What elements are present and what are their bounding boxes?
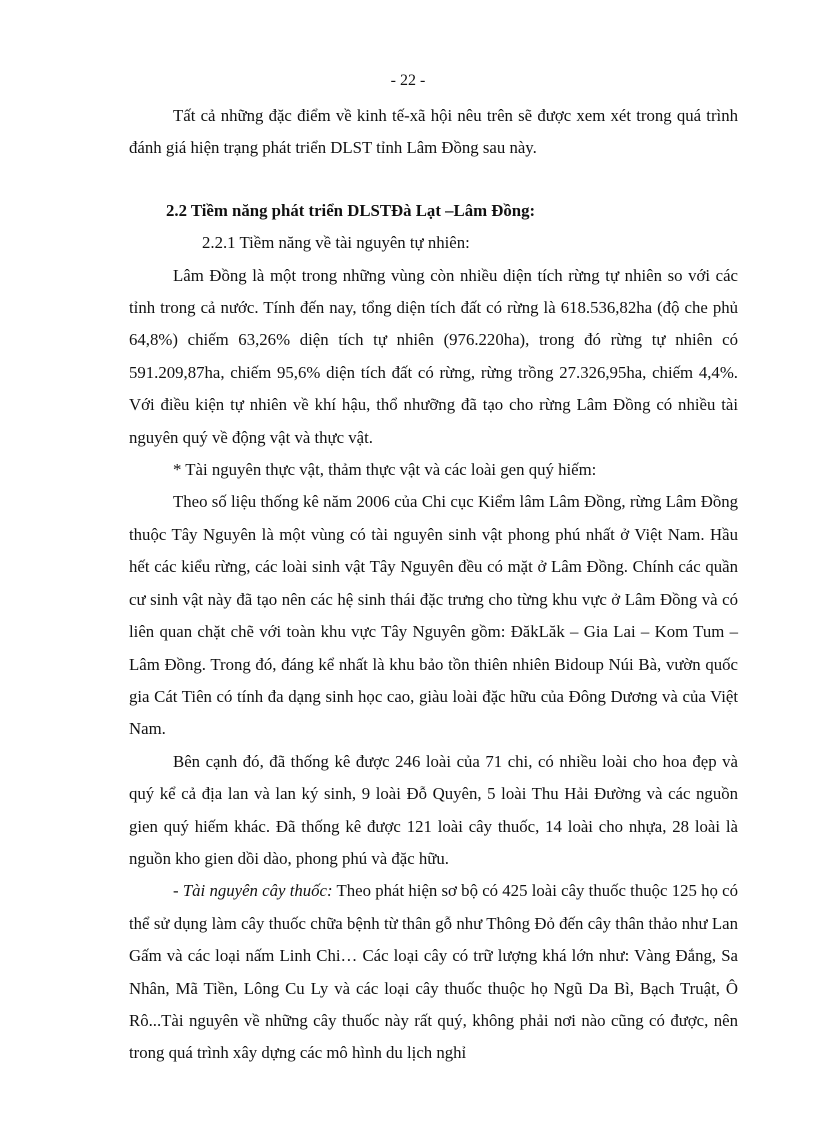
subsection-heading: 2.2.1 Tiềm năng về tài nguyên tự nhiên:	[202, 233, 470, 253]
medicinal-lead: - Tài nguyên cây thuốc:	[173, 881, 333, 901]
medicinal-text: Theo phát hiện sơ bộ có 425 loài cây thuốc thuộc 125 họ có thể sử dụng làm cây thuốc chữa bệnh từ thân gỗ như Thông Đỏ đến cây thân thảo như Lan Gấm và các loại nấm Linh Chi… Các loại cây có trữ lượng khá lớn như: Vàng Đắng, Sa Nhân, Mã Tiền, Lông Cu Ly và các loại cây thuốc thuộc họ Ngũ Da Bì, Bạch Truật, Ô Rô...Tài nguyên về những cây thuốc này rất quý, không phải nơi nào cũng có được, nên trong quá trình xây dựng các mô hình du lịch nghỉ	[129, 881, 738, 1063]
paragraph-plant-resources-heading: * Tài nguyên thực vật, thảm thực vật và các loài gen quý hiếm:	[173, 460, 597, 480]
section-heading: 2.2 Tiềm năng phát triển DLSTĐà Lạt –Lâm Đồng:	[166, 200, 536, 220]
paragraph-forest-area: Lâm Đồng là một trong những vùng còn nhiều diện tích rừng tự nhiên so với các tỉnh trong cả nước. Tính đến nay, tổng diện tích đất có rừng là 618.536,82ha (độ che phủ 64,8%) chiếm 63,26% diện tích tự nhiên (976.220ha), trong đó rừng tự nhiên có 591.209,87ha, chiếm 95,6% diện tích đất có rừng, rừng trồng 27.326,95ha, chiếm 4,4%. Với điều kiện tự nhiên về khí hậu, thổ nhưỡng đã tạo cho rừng Lâm Đồng có nhiều tài nguyên quý về động vật và thực vật.	[129, 265, 738, 447]
page-content	[129, 100, 738, 1070]
page-number: - 22 -	[390, 72, 426, 89]
paragraph-medicinal-plants	[129, 875, 738, 1069]
paragraph-statistics-2006: Theo số liệu thống kê năm 2006 của Chi cục Kiểm lâm Lâm Đồng, rừng Lâm Đồng thuộc Tây Nguyên là một vùng có tài nguyên sinh vật phong phú nhất ở Việt Nam. Hầu hết các kiểu rừng, các loài sinh vật Tây Nguyên đều có mặt ở Lâm Đồng. Chính các quần cư sinh vật này đã tạo nên các hệ sinh thái đặc trưng cho từng khu vực ở Lâm Đồng và có liên quan chặt chẽ với toàn khu vực Tây Nguyên gồm: ĐăkLăk – Gia Lai – Kom Tum – Lâm Đồng. Trong đó, đáng kể nhất là khu bảo tồn thiên nhiên Bidoup Núi Bà, vườn quốc gia Cát Tiên có tính đa dạng sinh học cao, giàu loài đặc hữu của Đông Dương và của Việt Nam.	[129, 492, 738, 739]
paragraph-species-count: Bên cạnh đó, đã thống kê được 246 loài của 71 chi, có nhiều loài cho hoa đẹp và quý kể cả địa lan và lan ký sinh, 9 loài Đỗ Quyên, 5 loài Thu Hải Đường và các nguồn gien quý hiếm khác. Đã thống kê được 121 loài cây thuốc, 14 loài cho nhựa, 28 loài là nguồn kho gien dồi dào, phong phú và đặc hữu.	[129, 751, 738, 868]
intro-paragraph: Tất cả những đặc điểm về kinh tế-xã hội nêu trên sẽ được xem xét trong quá trình đánh giá hiện trạng phát triển DLST tỉnh Lâm Đồng sau này.	[129, 106, 738, 158]
